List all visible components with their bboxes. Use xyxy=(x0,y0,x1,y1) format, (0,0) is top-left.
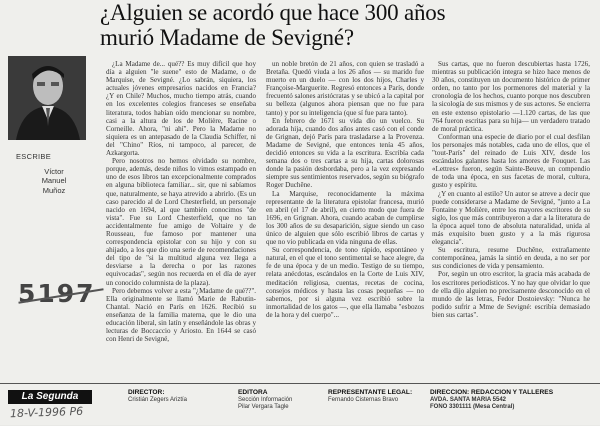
article-column-2 xyxy=(266,60,424,319)
editora-line-2: Pilar Vergara Tagle xyxy=(238,404,289,410)
address-line-1: AVDA. SANTA MARIA 5542 xyxy=(430,396,507,403)
date-stamp: 18-V-1996 P6 xyxy=(9,404,84,421)
paragraph: Pero nosotros no hemos olvidado su nombre, porque, además, desde niños lo vimos estampado en uno de esos libros tan excepcionalmente comprados en alguna biblioteca familiar... sir, que ni sabíamos que, naturalmente, se haya atrevido a abrirlo. (Es un caso parecido al de Lord Chesterfield, un personaje nacido en 1694, al que también conocimos "de vista". Fue su Lord Chesterfield, que no tan accidentalmente fue amigo de Voltaire y de Rousseau, fue famoso por mantener una correspondencia epistolar con su hijo y con su ahijado, a los que dio una serie de recomendaciones del tipo de "si la multitud alguna vez llega a desviarse a la derecha o por las razones equivocadas", según nos recuerda en el día de ayer un conocido columnista de la plaza). xyxy=(106,157,256,287)
paragraph: Sus cartas, que no fueron descubiertas hasta 1726, mientras su publicación integra se hizo hace menos de 30 años, constituyen un documento histórico de primer orden, no tanto por los pormenores del material y la cronología de los hechos, cuanto porque nos descubren la sicología de sus mismos y de sus actores. Se encierra en este extenso epistolario —1.120 cartas, de las que 764 fueron escritas para su hija— un verdadero tratado de moral práctica. xyxy=(432,60,590,133)
legal-rep-label: REPRESENTANTE LEGAL: xyxy=(328,389,413,396)
paragraph: ¿Y en cuanto al estilo? Un autor se atreve a decir que puede considerarse a Madame de Sevigné, "junto a La Fontaine y Molière, entre los mayores escritores de su siglo, los que más contribuyeron a dar a la literatura de la época aquel tono de absoluta naturalidad, unida al más exquisito buen gusto y a la más rigurosa elegancia". xyxy=(432,189,590,247)
author-first-name: Víctor xyxy=(44,166,64,176)
article-column-3 xyxy=(432,60,590,319)
paragraph: un noble bretón de 21 años, con quien se trasladó a Bretaña. Quedó viuda a los 26 años — su marido fue muerto en un duelo — con los dos hijos, Charles y Françoise-Marguerite. Regresó entonces a París, donde frecuentó salones aristócratas y se ubicó a la capital por su belleza (algunos ahora piensan que no fue para tanto) y por su inteligencia (que sí fue para tanto). xyxy=(266,60,424,117)
footer-editora xyxy=(238,389,326,412)
editora-line-1: Sección Información xyxy=(238,396,293,403)
headline-line-2: murió Madame de Sevigné? xyxy=(100,25,354,50)
paragraph: La Marquise, reconocidamente la máxima representante de la literatura epistolar francesa, murió en abril (el 17 de abril), en cierto modo que fuera de 1696, en Grignan. Ahora, cuando acaban de cumplirse los 300 años de su desaparición, sigue siendo un caso único de alguien que sólo escribió libros de cartas y que no vio publicada en vida ninguna de ellas. xyxy=(266,189,424,247)
author-middle-name: Manuel xyxy=(41,176,67,185)
author-portrait-image xyxy=(8,56,86,140)
director-name: Cristián Zegers Ariztía xyxy=(128,396,188,403)
author-last-name: Muñoz xyxy=(42,185,66,195)
footer-director xyxy=(128,389,236,404)
paragraph: Pero debemos volver a esta "¿Madame de qué??". Ella originalmente se llamó Marie de Rabutin-Chantal. Nació en París en 1626. Recibió su enseñanza de la familia materna, que le dio una educación liberal, sin latín y enseñándole las obras y lecturas de Boccaccio y Ariosto. En 1644 se casó con Henri de Sevigné, xyxy=(106,286,256,344)
masthead-footer xyxy=(0,383,600,426)
editora-label: EDITORA xyxy=(238,389,268,396)
handwritten-number-text: 5197 xyxy=(18,279,96,308)
director-label: DIRECTOR: xyxy=(128,389,165,396)
address-label: DIRECCION: REDACCION Y TALLERES xyxy=(430,389,554,396)
byline xyxy=(16,152,84,195)
footer-legal-rep xyxy=(328,389,426,404)
address-line-2: FONO 3301111 (Mesa Central) xyxy=(430,404,515,410)
paragraph: Por, según un otro escritor, la gracia más acabada de los escritores periodísticos. Y no hay que olvidar lo que de ella dijo alguien no precisamente desconocido en el mundo de las letras, Fedor Dostoievsky: "Nunca he podido sufrir a Mme de Sevigné: escribía demasiado bien sus cartas". xyxy=(432,270,590,319)
article-column-1 xyxy=(106,60,256,343)
byline-section: ESCRIBE xyxy=(16,152,52,161)
footer-address xyxy=(430,389,596,412)
paragraph: Su escritura, resume Duchêne, extrañamente contemporánea, jamás la sintió en deuda, a no ser por sus condiciones de vida y pensamiento. xyxy=(432,246,590,271)
headline xyxy=(100,0,570,50)
paragraph: ¿La Madame de... qué?? Es muy difícil que hoy día a alguien "le suene" esto de Madame, o de Marquise, de Sevigné. ¿Lo sabrán, siquiera, los actuales jóvenes empresarios nacidos en Francia? ¿Y en Chile? Muchos, mucho tiempo atrás, cuando en los excelentes colegios franceses se enseñaba literatura, todos habían oído mencionar su nombre, casi a la altura de los de Molière, Racine o Corneille. Ahora, "ni ahí". Pero la Madame no siquiera es un antepasado de la Claudia Schiffer, ni del "Chino" Ríos, ni tampoco, al parecer, de Azkargorta. xyxy=(106,60,256,158)
paragraph: Su correspondencia, de tono rápido, espontáneo y natural, en el que el tono sentimental se hace alegre, da fe de una época y de un medio. Testigo de su tiempo, relata anécdotas, escándalos en la Corte de Luis XIV, meditación religiosa, cuentas, recetas de cocina, consejos médicos y hasta las cosas pequeñas — no sabemos, por si alguna vez escribió sobre la inmortalidad de los gatos —, que ella llamaba "esbozos de la hora y del cuerpo"... xyxy=(266,246,424,319)
author-photo xyxy=(8,56,86,140)
paragraph: En febrero de 1671 su vida dio un vuelco. Su adorada hija, cuando dos años antes casó con el conde de Grignan, dejó París para trasladarse a la Provenza. Madame de Sevigné, que entonces tenía 45 años, decidió entonces su vida a la escritura. Escribía cada semana dos o tres cartas a su hija, cartas dolorosas donde la pasión desbordaba, pero a la vez expresando siempre sus sentimientos reservados, según su biógrafo Roger Duchêne. xyxy=(266,116,424,190)
paragraph: Conforman una especie de diario por el cual desfilan los personajes más notables, cada uno de ellos, que el "tout-París" del reinado de Luis XIV, desde los escándalos galantes hasta los amores de Fouquet. Las «Lettres» fueron, según Sainte-Beuve, un compendio de toda una época, en sus facetas de moral, cultura, gusto y espíritu. xyxy=(432,132,590,190)
headline-line-1: ¿Alguien se acordó que hace 300 años xyxy=(100,0,446,25)
legal-rep-name: Fernando Cisternas Bravo xyxy=(328,396,399,403)
newspaper-logo: La Segunda xyxy=(8,390,92,404)
handwritten-archive-number xyxy=(18,279,96,308)
